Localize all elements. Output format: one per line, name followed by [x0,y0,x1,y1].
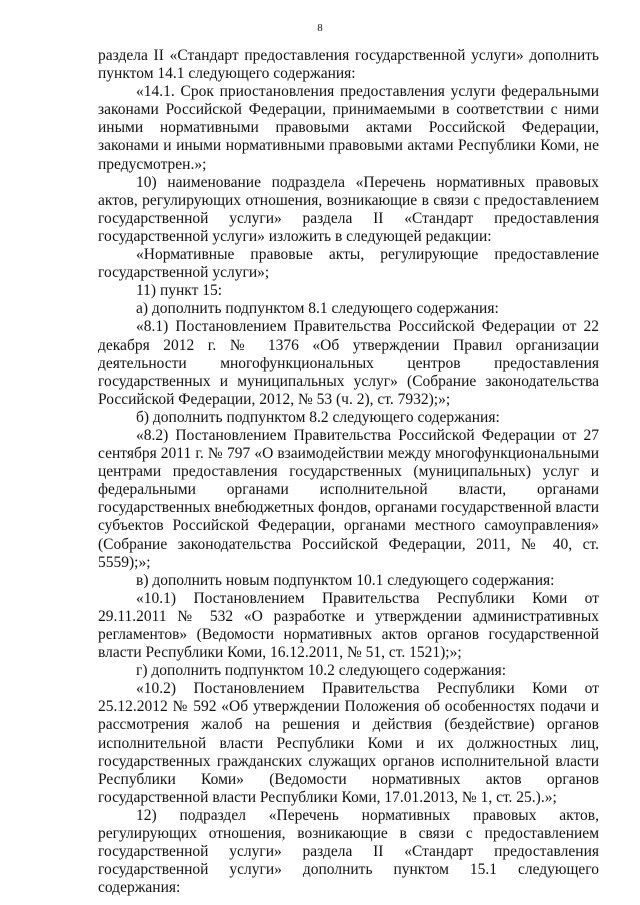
paragraph-clause-8-2: «8.2) Постановлением Правительства Российской Федерации от 27 сентября 2011 г. № 797 «О взаимодействии между многофункциональными центрами предоставления государственных (муниципальных) услуг и федеральными органами исполнительной власти, органами государственных внебюджетных фондов, органами государственной власти субъектов Российской Федерации, органами местного самоуправления» (Собрание законодательства Российской Федерации, 2011, № 40, ст. 5559);»; [98,426,599,571]
paragraph-new-title: «Нормативные правовые акты, регулирующие предоставление государственной услуги»; [98,246,599,282]
paragraph-clause-10-1: «10.1) Постановлением Правительства Республики Коми от 29.11.2011 № 532 «О разработке и утверждении административных регламентов» (Ведомости нормативных актов органов государственной власти Республики Коми, 16.12.2011, № 51, ст. 1521);»; [98,589,599,662]
paragraph-clause-8-1: «8.1) Постановлением Правительства Российской Федерации от 22 декабря 2012 г. № 1376 «Об утверждении Правил организации деятельности многофункциональных центров предоставления государственных и муниципальных услуг» (Собрание законодательства Российской Федерации, 2012, № 53 (ч. 2), ст. 7932);»; [98,318,599,408]
paragraph-item-11: 11) пункт 15: [136,282,223,300]
paragraph-subitem-g: г) дополнить подпунктом 10.2 следующего содержания: [136,662,507,680]
paragraph-continuation: раздела II «Стандарт предоставления государственной услуги» дополнить пунктом 14.1 следующего содержания: [98,47,599,83]
paragraph-subitem-v: в) дополнить новым подпунктом 10.1 следующего содержания: [136,571,555,589]
paragraph-subitem-b: б) дополнить подпунктом 8.2 следующего содержания: [136,408,500,426]
document-body [98,47,599,897]
paragraph-subitem-a: а) дополнить подпунктом 8.1 следующего содержания: [136,300,499,318]
paragraph-item-12: 12) подраздел «Перечень нормативных правовых актов, регулирующих отношения, возникающие в связи с предоставлением государственной услуги» раздела II «Стандарт предоставления государственной услуги» дополнить пунктом 15.1 следующего содержания: [98,806,599,897]
paragraph-clause-10-2: «10.2) Постановлением Правительства Республики Коми от 25.12.2012 № 592 «Об утверждении Положения об особенностях подачи и рассмотрения жалоб на решения и действия (бездействие) органов исполнительной власти Республики Коми и их должностных лиц, государственных гражданских служащих органов исполнительной власти Республики Коми» (Ведомости нормативных актов органов государственной власти Республики Коми, 17.01.2013, № 1, ст. 25.).»; [98,680,599,806]
page-number: 8 [317,22,323,34]
paragraph-item-10: 10) наименование подраздела «Перечень нормативных правовых актов, регулирующих отношения, возникающие в связи с предоставлением государственной услуги» раздела II «Стандарт предоставления государственной услуги» изложить в следующей редакции: [98,173,599,245]
paragraph-clause-14-1: «14.1. Срок приостановления предоставления услуги федеральными законами Российской Федерации, принимаемыми в соответствии с ними иными нормативными правовыми актами Российской Федерации, законами и иными нормативными правовыми актами Республики Коми, не предусмотрен.»; [98,83,599,173]
